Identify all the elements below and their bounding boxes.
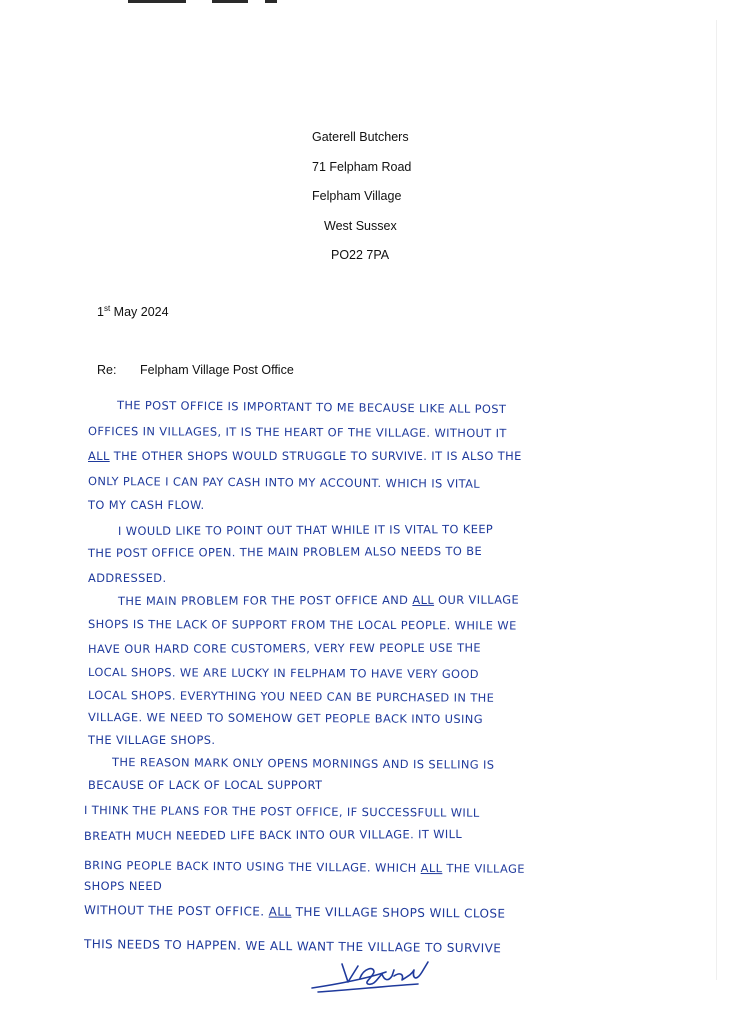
- subject-prefix: Re:: [97, 363, 117, 377]
- business-name: Gaterell Butchers: [312, 130, 409, 144]
- date-suffix: st: [103, 304, 111, 313]
- body-line: ONLY PLACE I CAN PAY CASH INTO MY ACCOUNT. WHICH IS VITAL: [87, 474, 481, 491]
- body-line: BREATH MUCH NEEDED LIFE BACK INTO OUR VILLAGE. IT WILL: [83, 827, 463, 843]
- body-line: HAVE OUR HARD CORE CUSTOMERS, VERY FEW PEOPLE USE THE: [87, 640, 482, 656]
- body-line: ADDRESSED.: [88, 571, 167, 585]
- address-county: West Sussex: [324, 219, 397, 233]
- body-line: I WOULD LIKE TO POINT OUT THAT WHILE IT IS VITAL TO KEEP: [117, 522, 494, 538]
- emphasis-all: ALL: [88, 449, 110, 463]
- address-postcode: PO22 7PA: [331, 248, 390, 262]
- body-line: THE POST OFFICE IS IMPORTANT TO ME BECAUSE LIKE ALL POST: [116, 398, 507, 417]
- subject-line: Felpham Village Post Office: [140, 363, 294, 377]
- body-line: VILLAGE. WE NEED TO SOMEHOW GET PEOPLE BACK INTO USING: [87, 710, 483, 727]
- emphasis-all: ALL: [420, 860, 443, 876]
- handwritten-signature: [308, 958, 438, 998]
- body-line: ALL THE OTHER SHOPS WOULD STRUGGLE TO SURVIVE. IT IS ALSO THE: [88, 449, 522, 463]
- body-line: WITHOUT THE POST OFFICE. ALL THE VILLAGE SHOPS WILL CLOSE: [83, 903, 506, 921]
- body-line: LOCAL SHOPS. EVERYTHING YOU NEED CAN BE PURCHASED IN THE: [87, 688, 495, 705]
- address-village: Felpham Village: [312, 189, 402, 203]
- emphasis-all: ALL: [412, 592, 435, 607]
- body-line: TO MY CASH FLOW.: [88, 498, 205, 512]
- body-line: SHOPS NEED: [84, 879, 163, 893]
- body-line: THE POST OFFICE OPEN. THE MAIN PROBLEM ALSO NEEDS TO BE: [87, 543, 483, 560]
- body-line: LOCAL SHOPS. WE ARE LUCKY IN FELPHAM TO HAVE VERY GOOD: [87, 665, 480, 682]
- body-line: SHOPS IS THE LACK OF SUPPORT FROM THE LOCAL PEOPLE. WHILE WE: [87, 617, 517, 633]
- emphasis-all: ALL: [268, 904, 292, 919]
- body-line: THIS NEEDS TO HAPPEN. WE ALL WANT THE VILLAGE TO SURVIVE: [83, 937, 502, 956]
- body-line: BRING PEOPLE BACK INTO USING THE VILLAGE. WHICH ALL THE VILLAGE: [83, 858, 525, 876]
- date-day: 1: [97, 305, 104, 320]
- body-line: THE VILLAGE SHOPS.: [88, 733, 216, 747]
- body-line: THE MAIN PROBLEM FOR THE POST OFFICE AND ALL OUR VILLAGE: [117, 592, 520, 608]
- body-line: OFFICES IN VILLAGES, IT IS THE HEART OF THE VILLAGE. WITHOUT IT: [87, 424, 507, 441]
- body-line: I THINK THE PLANS FOR THE POST OFFICE, IF SUCCESSFULL WILL: [83, 803, 480, 820]
- address-street: 71 Felpham Road: [312, 160, 412, 174]
- date-month-year: May 2024: [113, 305, 169, 320]
- body-line: BECAUSE OF LACK OF LOCAL SUPPORT: [88, 778, 323, 792]
- body-line: THE REASON MARK ONLY OPENS MORNINGS AND IS SELLING IS: [111, 755, 495, 772]
